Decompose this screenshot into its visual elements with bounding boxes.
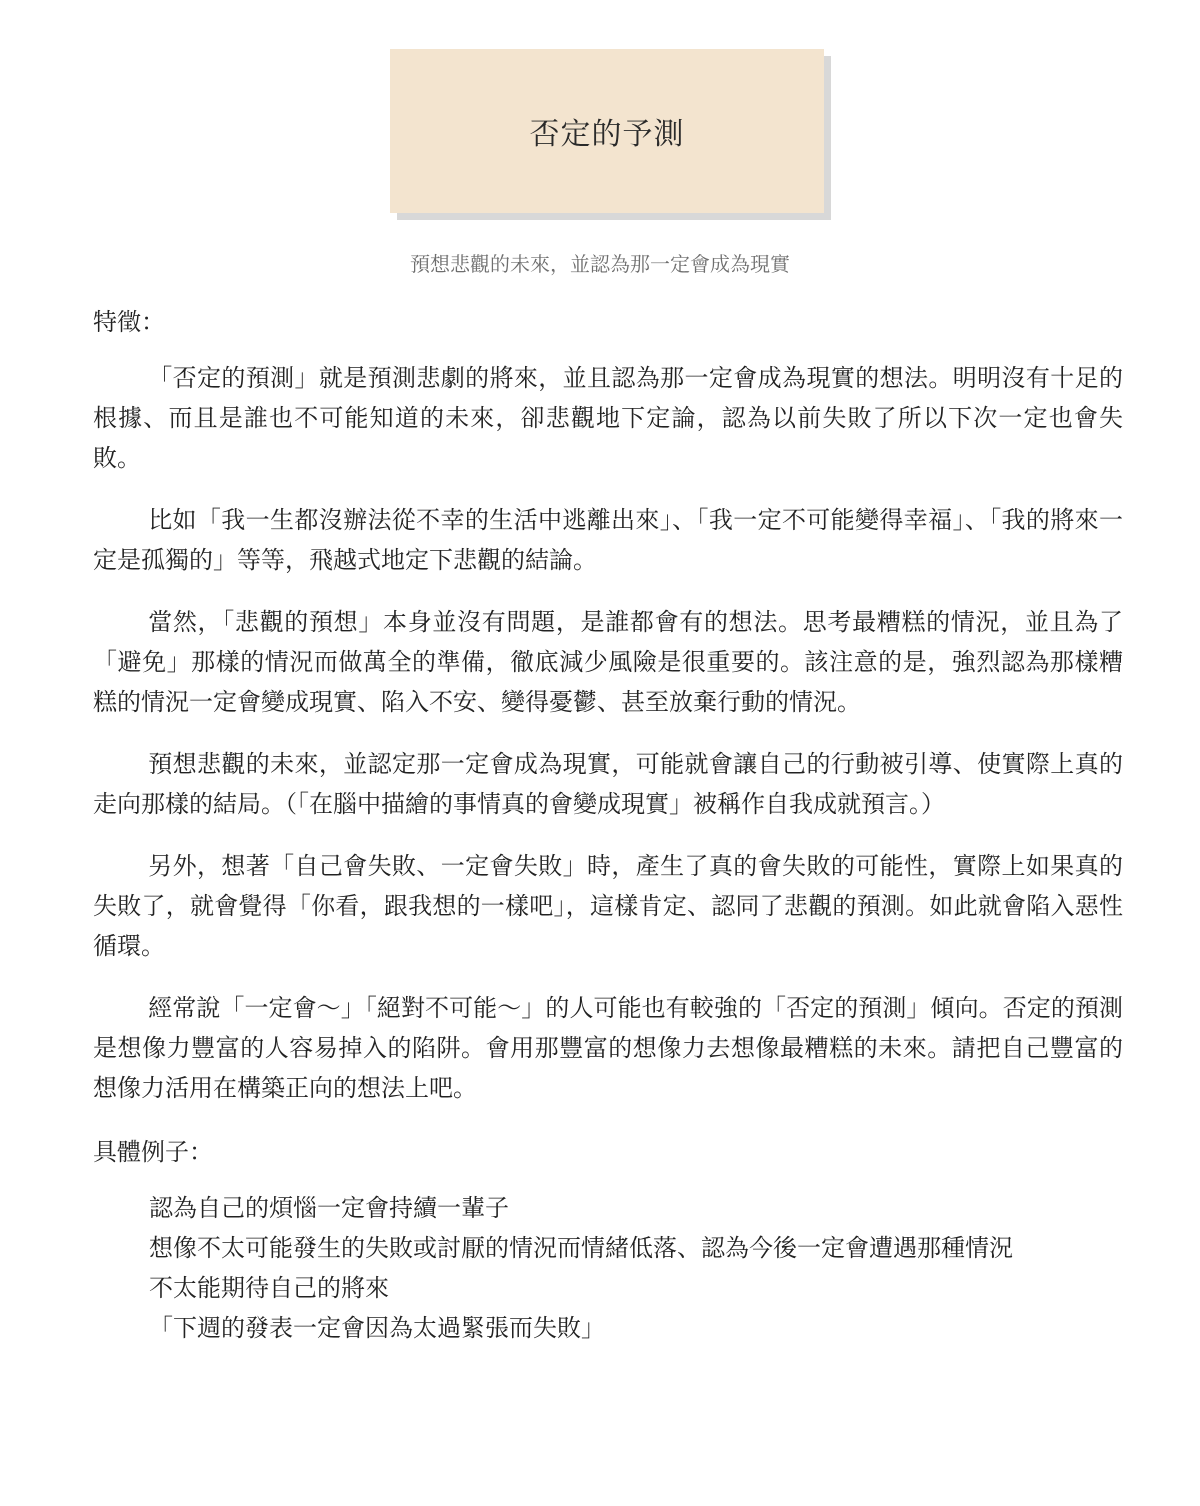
examples-heading: 具體例子： [93, 1138, 213, 1166]
page-title: 否定的予測 [529, 117, 685, 152]
list-item: 想像不太可能發生的失敗或討厭的情況而情緒低落、認為今後一定會遭遇那種情況 [149, 1234, 1013, 1262]
paragraph: 比如「我一生都沒辦法從不幸的生活中逃離出來」、「我一定不可能變得幸福」、「我的將來一定是孤獨的」等等，飛越式地定下悲觀的結論。 [93, 506, 1123, 574]
list-item: 認為自己的煩惱一定會持續一輩子 [149, 1194, 509, 1222]
list-item: 不太能期待自己的將來 [149, 1274, 389, 1302]
paragraph: 「否定的預測」就是預測悲劇的將來，並且認為那一定會成為現實的想法。明明沒有十足的根據、而且是誰也不可能知道的未來，卻悲觀地下定論，認為以前失敗了所以下次一定也會失敗。 [93, 364, 1123, 472]
paragraph: 預想悲觀的未來，並認定那一定會成為現實，可能就會讓自己的行動被引導、使實際上真的走向那樣的結局。（「在腦中描繪的事情真的會變成現實」被稱作自我成就預言。） [93, 750, 1123, 818]
page-subtitle: 預想悲觀的未來，並認為那一定會成為現實 [410, 252, 790, 276]
article-body [93, 300, 1123, 1348]
features-heading: 特徵： [93, 308, 165, 336]
list-item: 「下週的發表一定會因為太過緊張而失敗」 [149, 1314, 605, 1342]
paragraph: 另外，想著「自己會失敗、一定會失敗」時，產生了真的會失敗的可能性，實際上如果真的失敗了，就會覺得「你看，跟我想的一樣吧」，這樣肯定、認同了悲觀的預測。如此就會陷入惡性循環。 [93, 852, 1123, 960]
paragraph: 經常說「一定會～」「絕對不可能～」的人可能也有較強的「否定的預測」傾向。否定的預測是想像力豐富的人容易掉入的陷阱。會用那豐富的想像力去想像最糟糕的未來。請把自己豐富的想像力活用在構築正向的想法上吧。 [93, 994, 1123, 1102]
title-card [390, 49, 824, 213]
examples-list [93, 1188, 1123, 1348]
paragraph: 當然，「悲觀的預想」本身並沒有問題，是誰都會有的想法。思考最糟糕的情況，並且為了「避免」那樣的情況而做萬全的準備，徹底減少風險是很重要的。該注意的是，強烈認為那樣糟糕的情況一定會變成現實、陷入不安、變得憂鬱、甚至放棄行動的情況。 [93, 608, 1123, 716]
